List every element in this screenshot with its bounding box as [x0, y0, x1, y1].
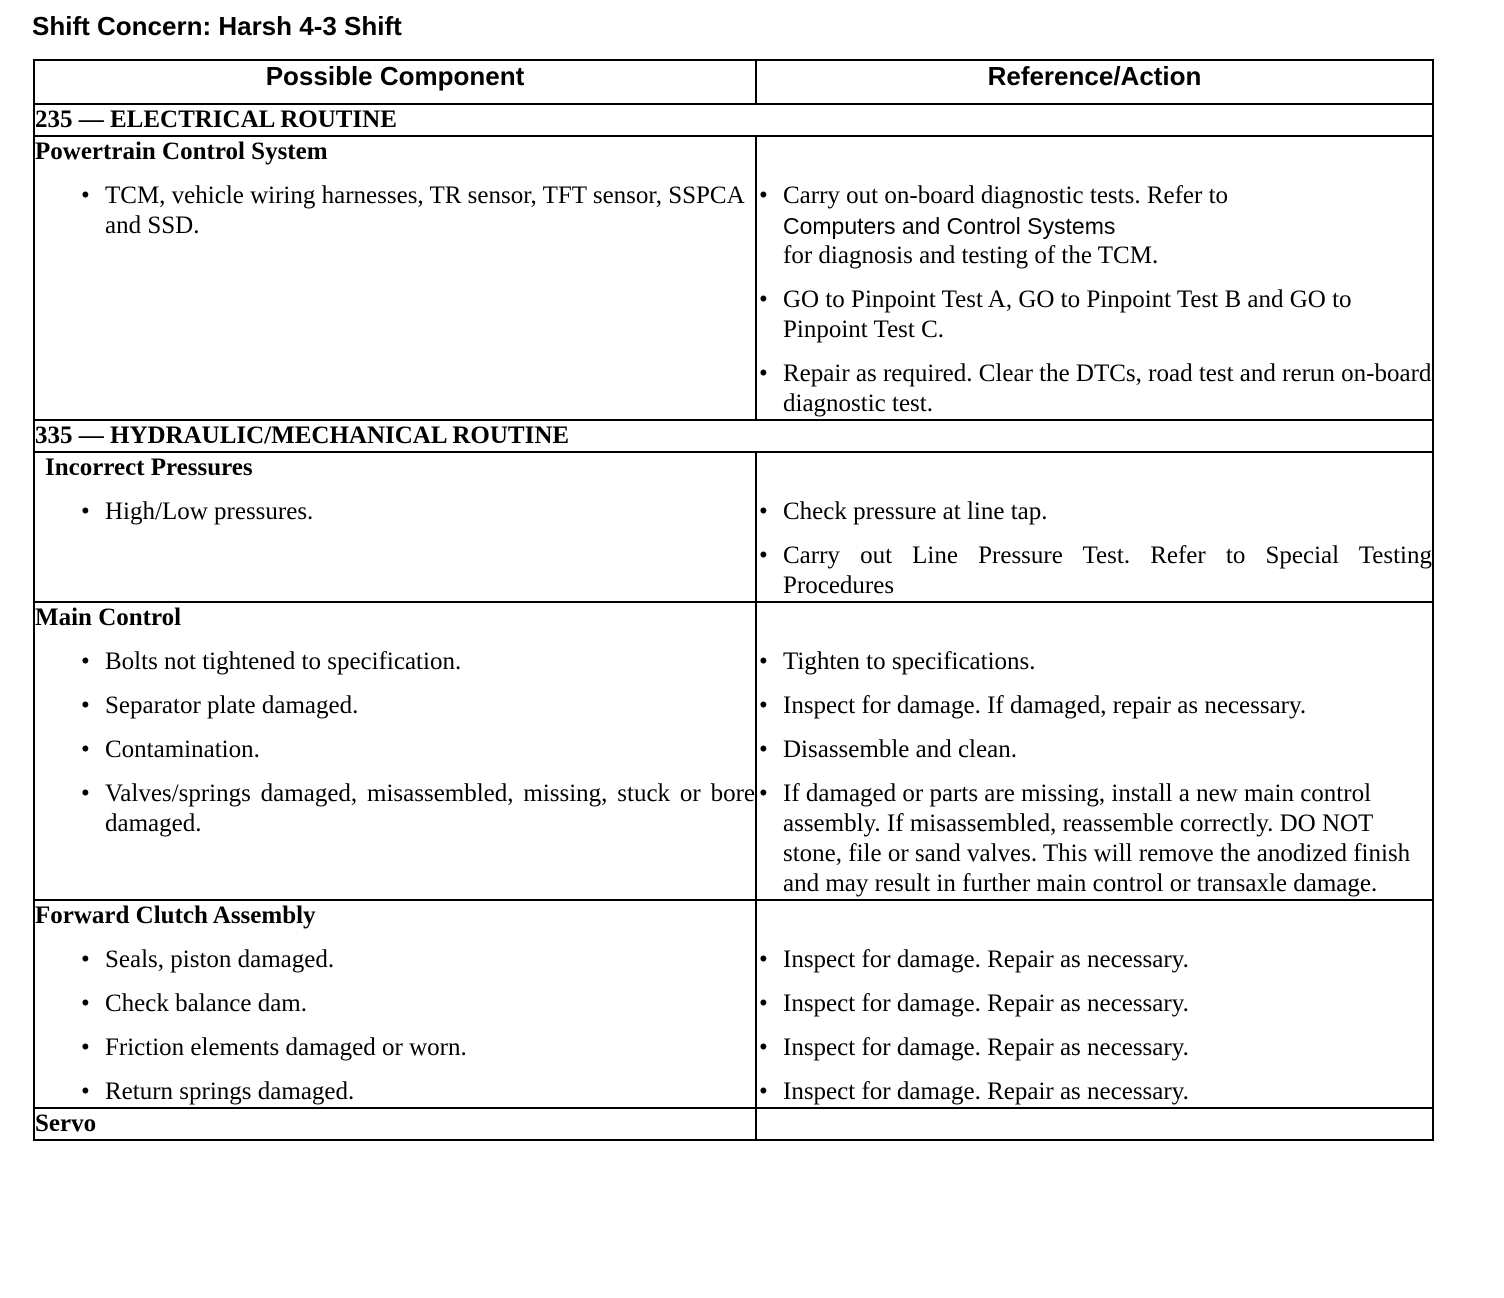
list-item: • If damaged or parts are missing, install a new main control assembly. If misassembled, reassemble correctly. DO NOT stone, file or sand valves. This will remove the anodized finish and may result in further main control or transaxle damage.: [757, 779, 1432, 899]
component-title: Incorrect Pressures: [45, 454, 253, 481]
action-list: [757, 945, 1432, 1107]
component-list: [35, 497, 755, 527]
component-title: Servo: [35, 1110, 97, 1137]
component-cell: [34, 136, 756, 420]
list-item: • Inspect for damage. If damaged, repair as necessary.: [757, 691, 1432, 721]
action-cell: [756, 1108, 1433, 1140]
table-row: [34, 602, 1433, 900]
list-item: • Return springs damaged.: [35, 1077, 755, 1107]
list-item: • Inspect for damage. Repair as necessary.: [757, 1033, 1432, 1063]
action-cell: [756, 136, 1433, 420]
list-item: • Disassemble and clean.: [757, 735, 1432, 765]
action-text: Carry out on-board diagnostic tests. Refer to: [783, 182, 1229, 209]
list-item: [757, 181, 1432, 271]
action-cell: [756, 900, 1433, 1108]
list-item: • Repair as required. Clear the DTCs, road test and rerun on-board diagnostic test.: [757, 359, 1432, 419]
component-title: Forward Clutch Assembly: [35, 902, 316, 929]
component-list: [35, 647, 755, 839]
table-row: [34, 1108, 1433, 1140]
list-item: • Valves/springs damaged, misassembled, missing, stuck or bore damaged.: [35, 779, 755, 839]
component-cell: [34, 602, 756, 900]
list-item: • Carry out Line Pressure Test. Refer to Special Testing Procedures: [757, 541, 1432, 601]
list-item: • GO to Pinpoint Test A, GO to Pinpoint Test B and GO to Pinpoint Test C.: [757, 285, 1432, 345]
header-reference-action: Reference/Action: [756, 60, 1433, 104]
list-item: • Tighten to specifications.: [757, 647, 1432, 677]
section-label: 335 — HYDRAULIC/MECHANICAL ROUTINE: [34, 420, 1433, 452]
action-text-after: for diagnosis and testing of the TCM.: [783, 242, 1159, 269]
component-list: [35, 945, 755, 1107]
table-row: [34, 900, 1433, 1108]
component-title: Powertrain Control System: [35, 138, 328, 165]
header-row: [34, 60, 1433, 104]
component-cell: [34, 1108, 756, 1140]
table-row: [34, 136, 1433, 420]
list-item: • Check pressure at line tap.: [757, 497, 1432, 527]
table-row: [34, 452, 1433, 602]
list-item: • Inspect for damage. Repair as necessary.: [757, 1077, 1432, 1107]
action-list: [757, 497, 1432, 601]
page-title: Shift Concern: Harsh 4-3 Shift: [32, 11, 402, 41]
section-label: 235 — ELECTRICAL ROUTINE: [34, 104, 1433, 136]
action-list: [757, 647, 1432, 899]
diagnosis-table: [33, 59, 1434, 1141]
header-possible-component: Possible Component: [34, 60, 756, 104]
action-cell: [756, 602, 1433, 900]
list-item: • Seals, piston damaged.: [35, 945, 755, 975]
component-cell: [34, 452, 756, 602]
list-item: • Inspect for damage. Repair as necessary.: [757, 989, 1432, 1019]
component-cell: [34, 900, 756, 1108]
list-item: • Inspect for damage. Repair as necessary.: [757, 945, 1432, 975]
list-item: • Friction elements damaged or worn.: [35, 1033, 755, 1063]
component-title: Main Control: [35, 604, 182, 631]
action-cell: [756, 452, 1433, 602]
section-row: [34, 104, 1433, 136]
list-item: • Contamination.: [35, 735, 755, 765]
list-item: • Check balance dam.: [35, 989, 755, 1019]
list-item: • High/Low pressures.: [35, 497, 755, 527]
list-item: • Separator plate damaged.: [35, 691, 755, 721]
list-item: • TCM, vehicle wiring harnesses, TR sensor, TFT sensor, SSPCA and SSD.: [35, 181, 755, 241]
component-list: [35, 181, 755, 241]
section-row: [34, 420, 1433, 452]
action-list: [757, 181, 1432, 419]
reference-link: Computers and Control Systems: [783, 213, 1116, 239]
list-item: • Bolts not tightened to specification.: [35, 647, 755, 677]
